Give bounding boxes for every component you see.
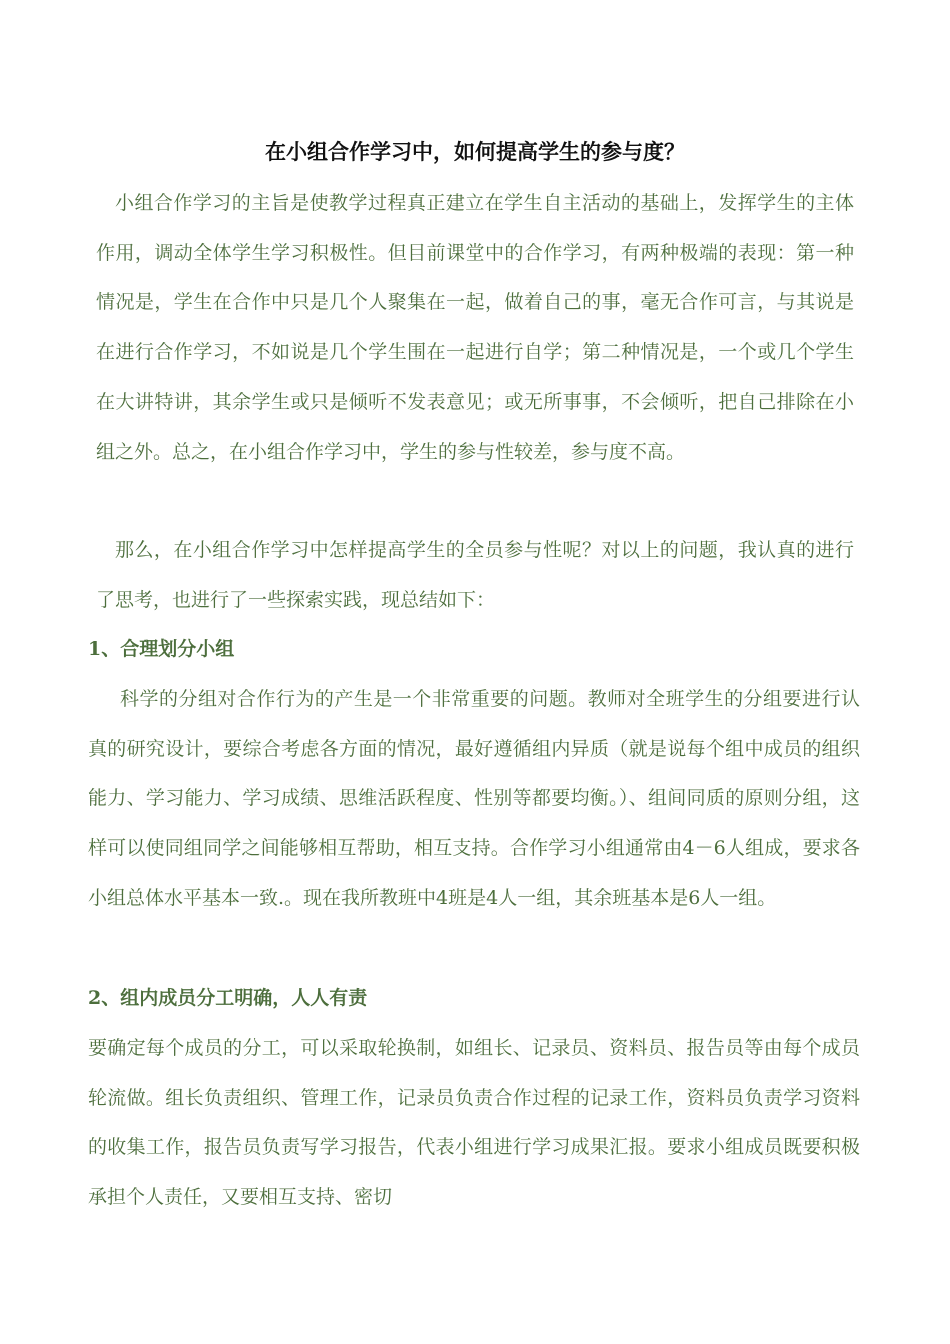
- section-heading-1: 1、合理划分小组: [88, 638, 235, 660]
- paragraph-grouping: 科学的分组对合作行为的产生是一个非常重要的问题。教师对全班学生的分组要进行认真的研究设计，要综合考虑各方面的情况，最好遵循组内异质（就是说每个组中成员的组织能力、学习能力、学习成绩、思维活跃程度、性别等都要均衡。）、组间同质的原则分组，这样可以使同组同学之间能够相互帮助，相互支持。合作学习小组通常由4－6人组成，要求各小组总体水平基本一致.。现在我所教班中4班是4人一组，其余班基本是6人一组。: [88, 688, 860, 909]
- paragraph-roles: 要确定每个成员的分工，可以采取轮换制，如组长、记录员、资料员、报告员等由每个成员轮流做。组长负责组织、管理工作，记录员负责合作过程的记录工作，资料员负责学习资料的收集工作，报告员负责写学习报告，代表小组进行学习成果汇报。要求小组成员既要积极承担个人责任，又要相互支持、密切: [88, 1037, 860, 1209]
- paragraph-question: 那么，在小组合作学习中怎样提高学生的全员参与性呢？对以上的问题，我认真的进行了思考，也进行了一些探索实践，现总结如下：: [96, 539, 854, 611]
- document-title: 在小组合作学习中，如何提高学生的参与度？: [265, 139, 685, 164]
- paragraph-intro: 小组合作学习的主旨是使教学过程真正建立在学生自主活动的基础上，发挥学生的主体作用，调动全体学生学习积极性。但目前课堂中的合作学习，有两种极端的表现：第一种情况是，学生在合作中只是几个人聚集在一起，做着自己的事，毫无合作可言，与其说是在进行合作学习，不如说是几个学生围在一起进行自学；第二种情况是，一个或几个学生在大讲特讲，其余学生或只是倾听不发表意见；或无所事事，不会倾听，把自己排除在小组之外。总之，在小组合作学习中，学生的参与性较差，参与度不高。: [96, 192, 854, 463]
- section-heading-2: 2、组内成员分工明确，人人有责: [88, 987, 368, 1009]
